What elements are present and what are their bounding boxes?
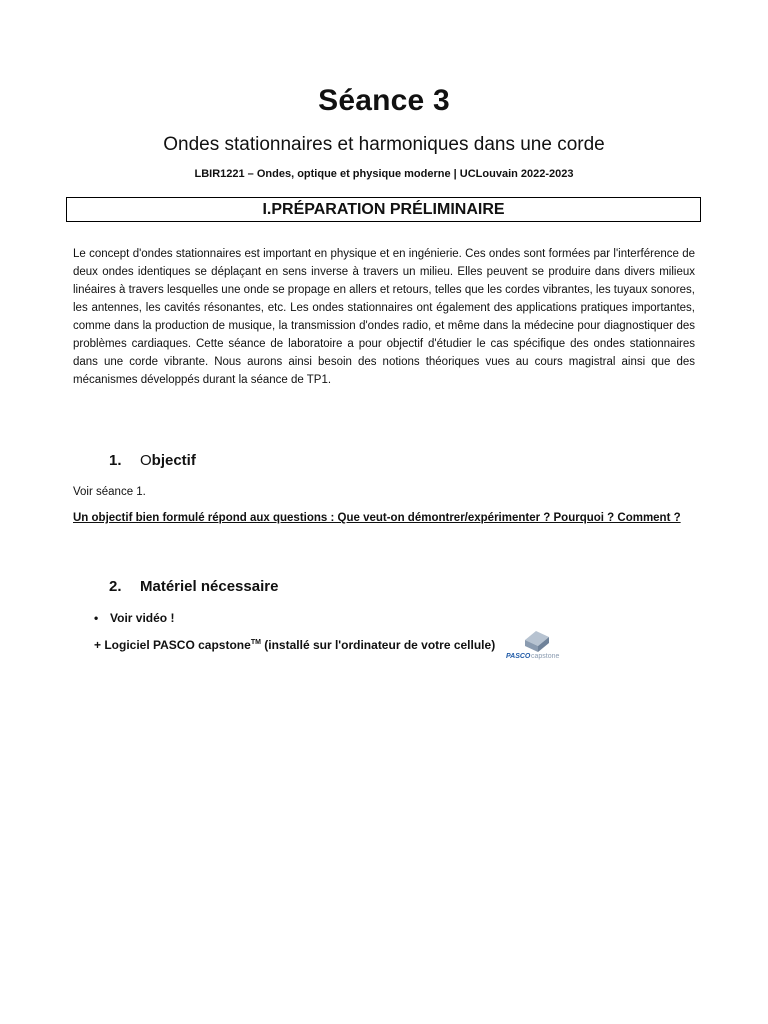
software-suffix: (installé sur l'ordinateur de votre cellule) — [260, 638, 496, 652]
objective-heading-text: bjectif — [151, 452, 196, 469]
materials-number: 2. — [109, 578, 122, 595]
objective-heading-initial: O — [140, 452, 152, 469]
intro-paragraph: Le concept d'ondes stationnaires est important en physique et en ingénierie. Ces ondes sont formées par l'interférence de deux ondes identiques se déplaçant en sens inverse à travers un milieu. Elles peuvent se produire dans divers milieux linéaires à travers lesquelles une onde se propage en allers et retours, telles que les cordes vibrantes, les tuyaux sonores, les antennes, les cavités résonantes, etc. Les ondes stationnaires ont également des applications pratiques importantes, comme dans la production de musique, la transmission d'ondes radio, et même dans la médecine pour diagnostiquer des problèmes cardiaques. Cette séance de laboratoire a pour objectif d'étudier le cas spécifique des ondes stationnaires dans une corde vibrante. Nous aurons ainsi besoin des notions théoriques vues au cours magistral ainsi que des mécanismes développés durant la séance de TP1. — [73, 248, 695, 386]
objective-note: Un objectif bien formulé répond aux questions : Que veut-on démontrer/expérimenter ? Pourquoi ? Comment ? — [73, 512, 681, 524]
objective-number: 1. — [109, 452, 122, 469]
materials-bullet-text: Voir vidéo ! — [110, 611, 175, 625]
page-subtitle: Ondes stationnaires et harmoniques dans une corde — [163, 134, 605, 155]
software-trademark: TM — [250, 639, 261, 646]
logo-brand-text: PASCO — [506, 653, 531, 660]
course-line: LBIR1221 – Ondes, optique et physique moderne | UCLouvain 2022-2023 — [194, 168, 574, 180]
materials-heading-text: Matériel nécessaire — [140, 578, 279, 595]
logo-product-text: capstone — [531, 653, 560, 660]
software-prefix: + Logiciel PASCO capstone — [94, 638, 251, 652]
materials-bullet — [94, 611, 174, 625]
objective-heading — [109, 452, 196, 469]
section-title: I.PRÉPARATION PRÉLIMINAIRE — [262, 201, 505, 218]
pasco-capstone-logo — [503, 628, 573, 662]
page-title: Séance 3 — [318, 84, 450, 117]
bullet-dot-icon: • — [94, 611, 99, 625]
software-line — [94, 638, 495, 652]
materials-heading — [109, 578, 278, 595]
see-session-text: Voir séance 1. — [73, 486, 146, 498]
section-heading-box — [66, 197, 701, 222]
